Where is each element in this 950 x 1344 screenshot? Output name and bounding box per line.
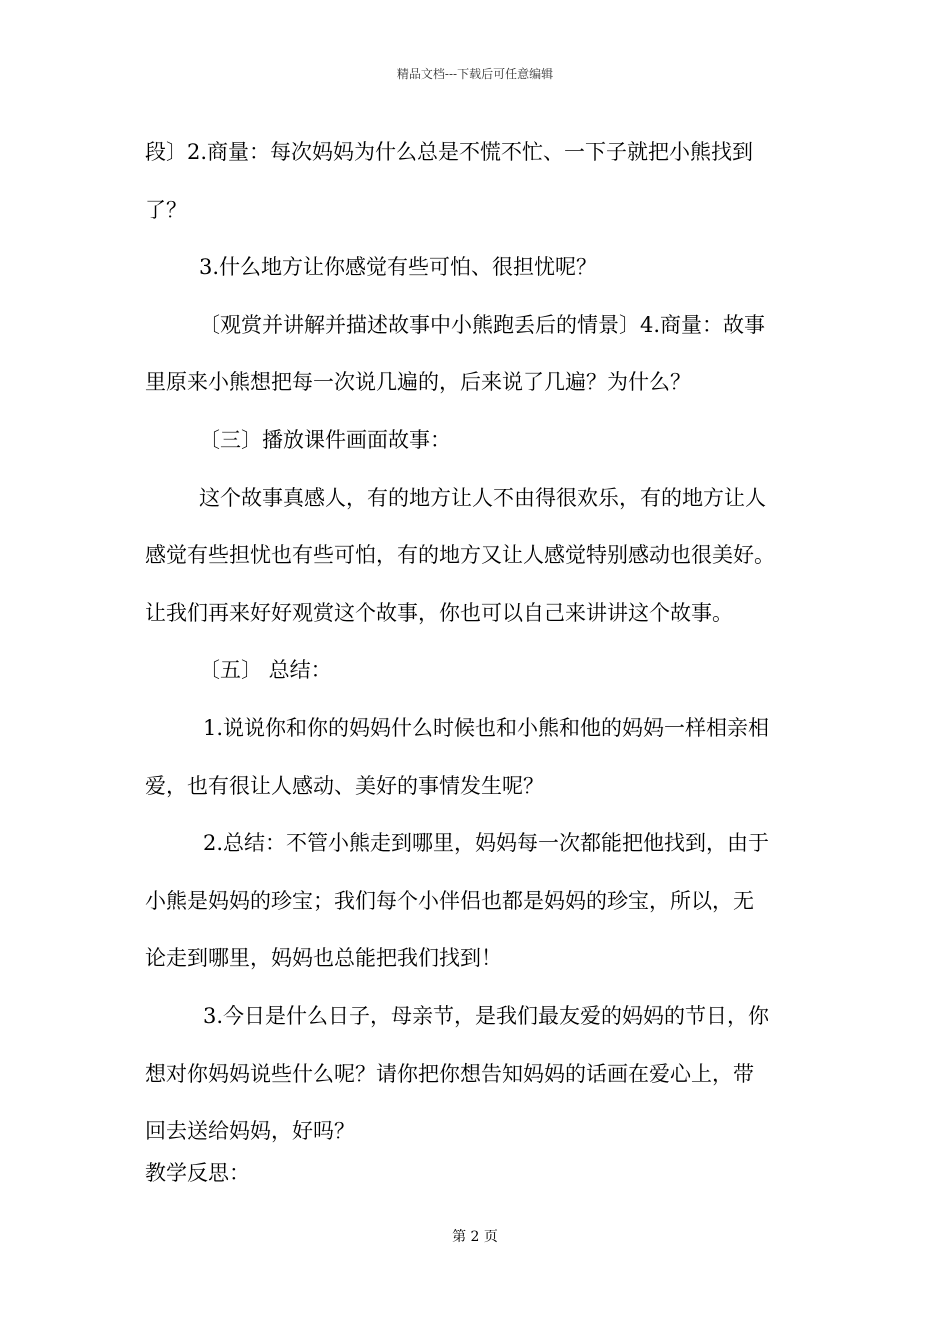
paragraph-line: 想对你妈妈说些什么呢？请你把你想告知妈妈的话画在爱心上，带 <box>145 1061 754 1086</box>
paragraph-line: 1.说说你和你的妈妈什么时候也和小熊和他的妈妈一样相亲相 <box>203 715 770 740</box>
paragraph-line: 让我们再来好好观赏这个故事，你也可以自己来讲讲这个故事。 <box>145 600 733 625</box>
section-heading: 〔三〕播放课件画面故事： <box>199 427 451 452</box>
paragraph-line: 了？ <box>145 197 187 222</box>
paragraph-line: 回去送给妈妈，好吗？ <box>145 1119 355 1144</box>
paragraph-line: 段〕2.商量：每次妈妈为什么总是不慌不忙、一下子就把小熊找到 <box>145 140 754 164</box>
page-header: 精品文档---下载后可任意编辑 <box>396 67 554 81</box>
paragraph-line: 3.今日是什么日子，母亲节，是我们最友爱的妈妈的节日，你 <box>203 1003 770 1028</box>
paragraph-line: 里原来小熊想把每一次说几遍的，后来说了几遍？为什么？ <box>145 370 691 395</box>
paragraph-line: 3.什么地方让你感觉有些可怕、很担忧呢？ <box>199 255 598 280</box>
paragraph-line: 这个故事真感人，有的地方让人不由得很欢乐，有的地方让人 <box>199 485 766 510</box>
document-body <box>145 134 813 1197</box>
paragraph-line: 小熊是妈妈的珍宝；我们每个小伴侣也都是妈妈的珍宝，所以，无 <box>145 888 754 913</box>
page-number: 第 2 页 <box>452 1229 498 1245</box>
paragraph-line: 论走到哪里，妈妈也总能把我们找到！ <box>145 946 502 971</box>
paragraph-line: 感觉有些担忧也有些可怕，有的地方又让人感觉特别感动也很美好。 <box>145 543 775 568</box>
paragraph-line: 〔观赏并讲解并描述故事中小熊跑丢后的情景〕4.商量：故事 <box>199 312 766 337</box>
section-heading: 〔五〕 总结： <box>199 658 332 683</box>
paragraph-line: 2.总结：不管小熊走到哪里，妈妈每一次都能把他找到，由于 <box>203 831 770 856</box>
section-heading: 教学反思： <box>145 1161 250 1186</box>
paragraph-line: 爱，也有很让人感动、美好的事情发生呢？ <box>145 773 544 798</box>
